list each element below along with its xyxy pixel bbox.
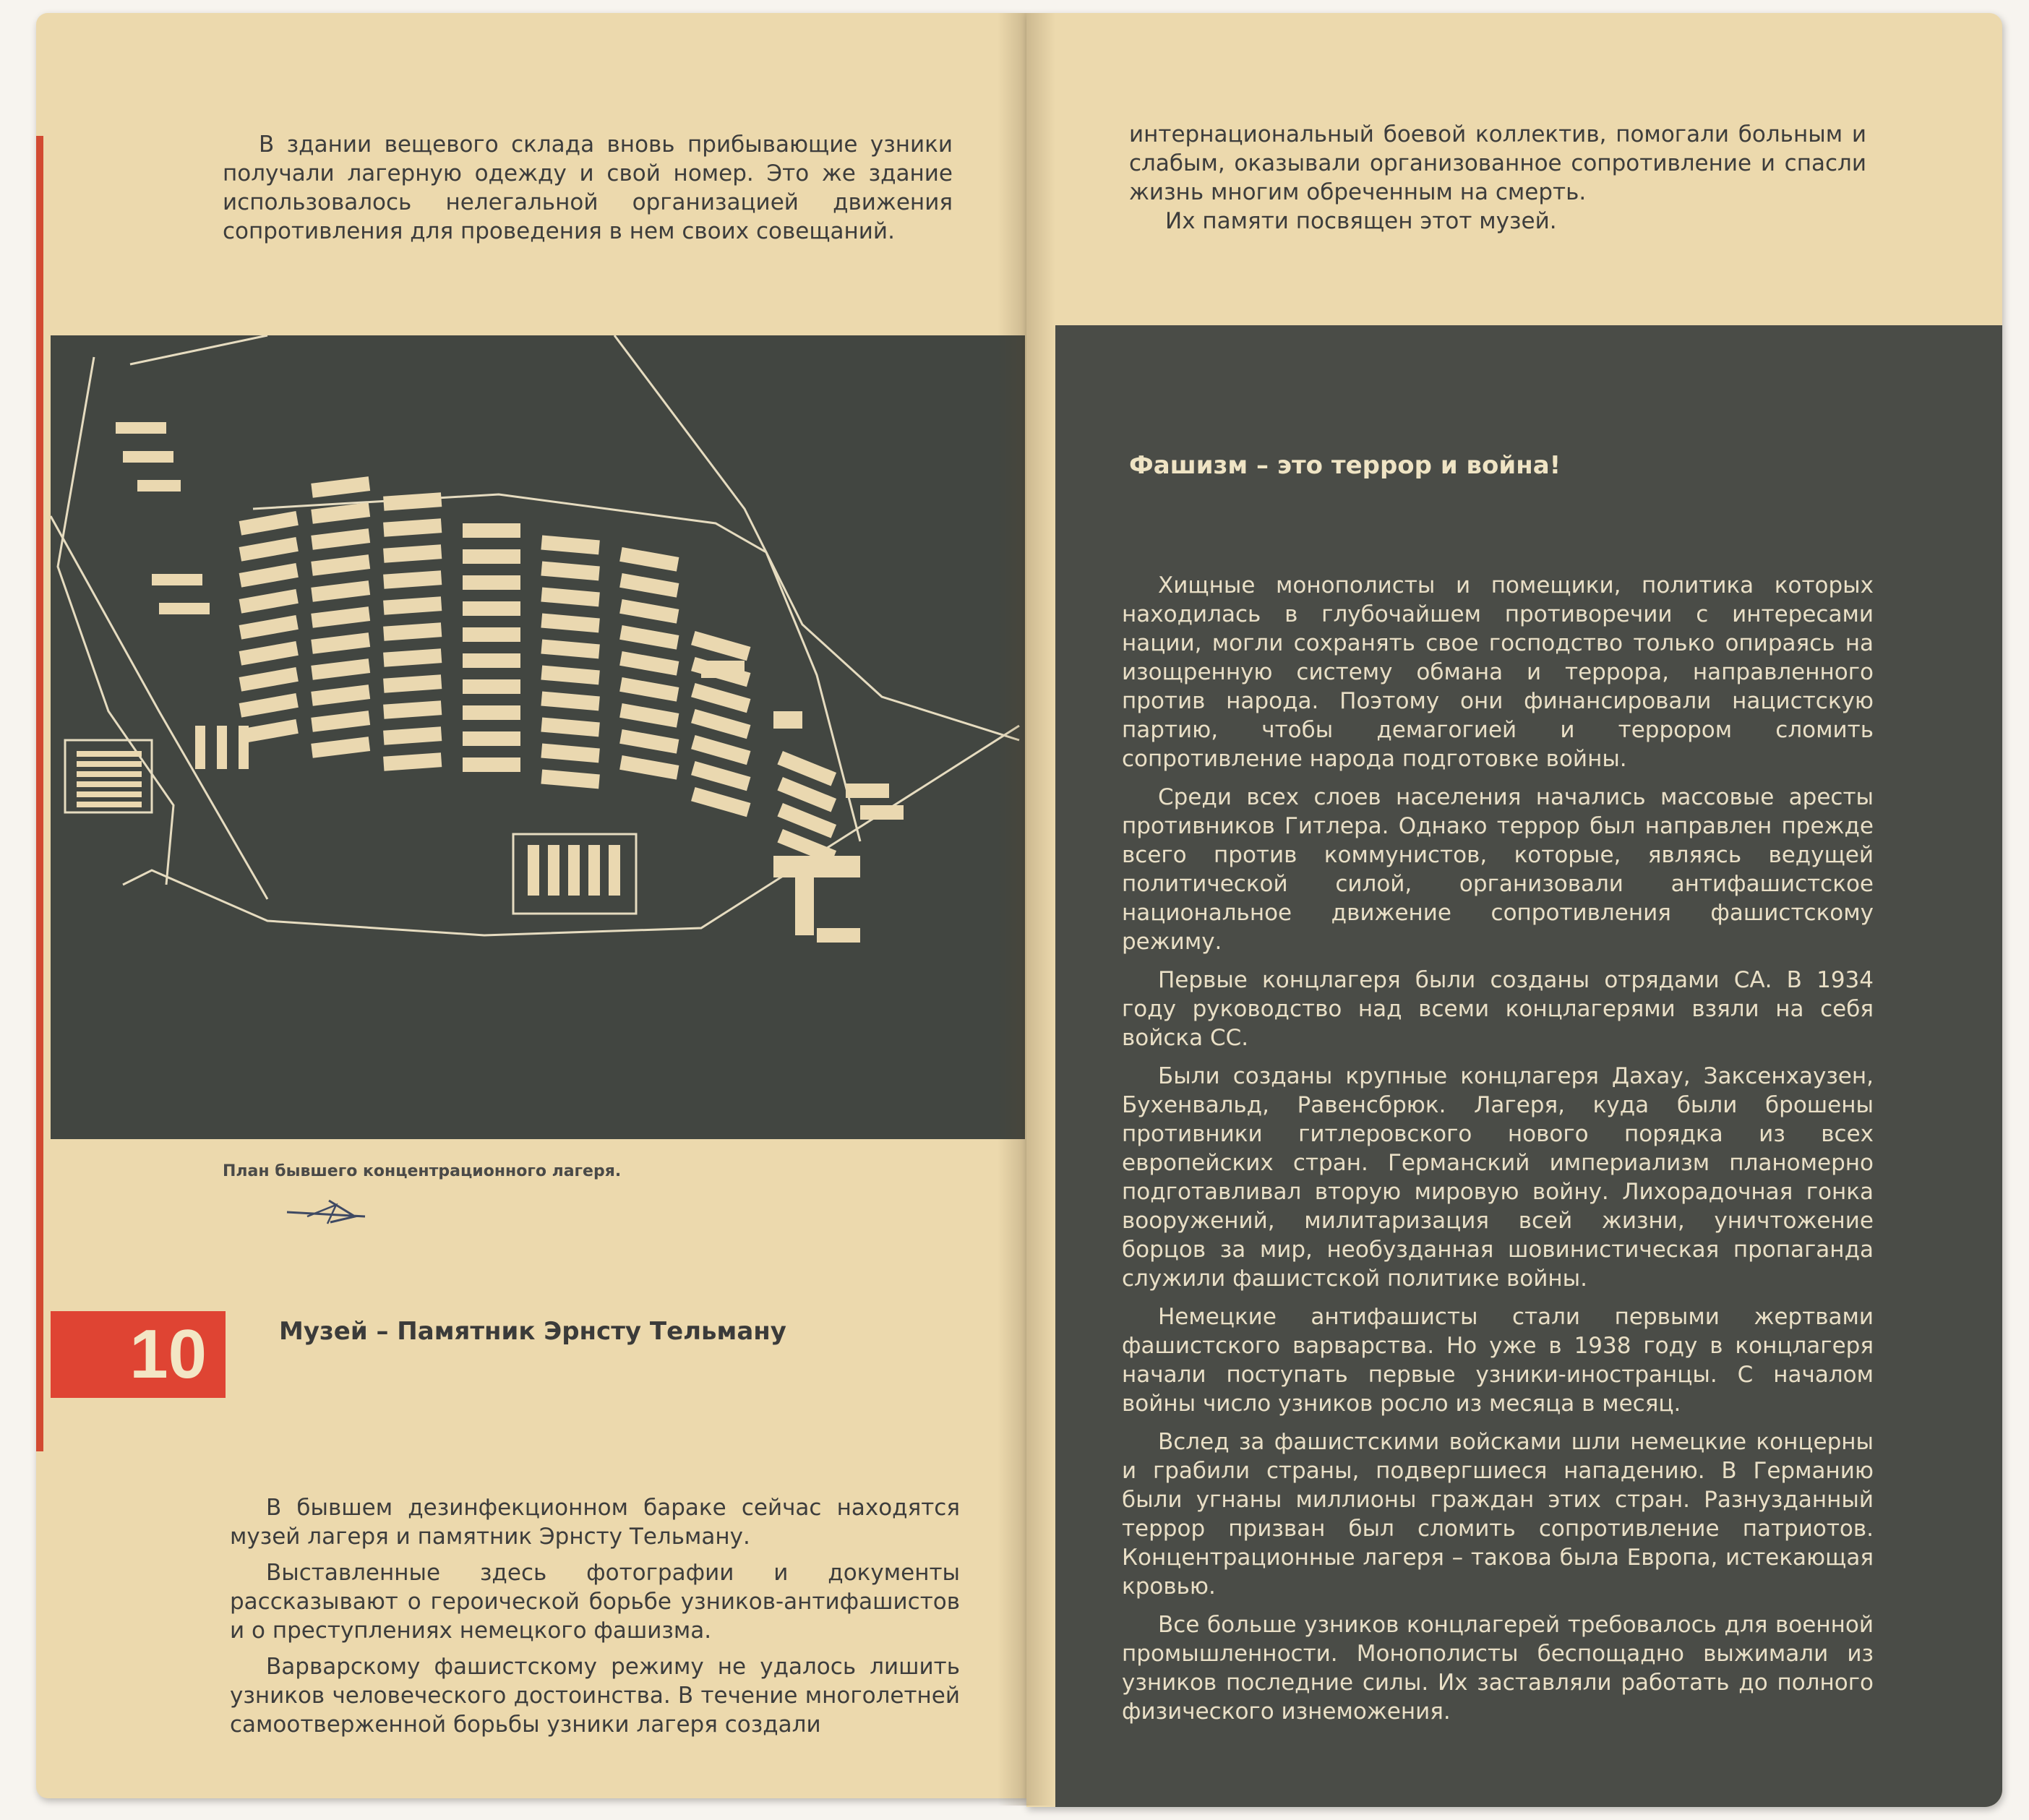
map-barrack [691, 787, 750, 817]
left-body-text [230, 1493, 960, 1739]
map-building [817, 928, 860, 943]
map-building [217, 726, 227, 769]
map-barrack [311, 658, 370, 680]
map-building [159, 603, 210, 614]
map-caption: План бывшего концентрационного лагеря. [223, 1162, 622, 1180]
map-barrack [383, 726, 442, 745]
map-barrack [311, 528, 370, 550]
map-barrack [311, 632, 370, 654]
map-barrack [691, 709, 750, 739]
right-body-paragraph: Вслед за фашистскими войсками шли немецкие концерны и грабили страны, подвергшиеся нападению. В Германию были угнаны миллионы граждан этих стран. Разнузданный террор призван был сломить сопротивление патриотов. Концентрационные лагеря – такова была Европа, истекающая кровью. [1122, 1429, 1874, 1600]
map-barrack [77, 761, 142, 767]
map-barrack [239, 589, 299, 614]
red-edge-strip [36, 136, 43, 1451]
right-body-paragraph: Были созданы крупные концлагеря Дахау, Заксенхаузен, Бухенвальд, Равенсбрюк. Лагеря, куда были брошены противники гитлеровского нового порядка из всех европейских стран. Германский империализм планомерно подготавливал вторую мировую войну. Лихорадочная гонка вооружений, милитаризация всей жизни, уничтожение борцов за мир, необузданная шовинистическая пропаганда служили фашистской политике войны. [1122, 1063, 1874, 1292]
map-barrack [383, 674, 442, 693]
map-barrack [568, 845, 580, 896]
map-barrack [77, 802, 142, 807]
map-barrack [463, 601, 520, 616]
left-body-paragraph: Выставленные здесь фотографии и документы рассказывают о героической борьбе узников-антифашистов и о преступлениях немецкого фашизма. [230, 1560, 960, 1644]
left-page [36, 13, 1026, 1798]
right-top-paragraph: интернациональный боевой коллектив, помогали больным и слабым, оказывали организованное сопротивление и спасли жизнь многим обреченным на смерть. [1129, 121, 1866, 205]
map-barrack [528, 845, 539, 896]
map-barrack [619, 625, 679, 650]
map-barrack [691, 631, 750, 661]
map-barrack [77, 751, 142, 757]
map-barrack [463, 627, 520, 642]
map-building [123, 451, 173, 463]
map-barrack [383, 596, 442, 615]
map-barrack [239, 641, 299, 666]
camp-plan-map [51, 335, 1025, 1139]
map-barrack [311, 684, 370, 706]
map-building [795, 870, 814, 935]
map-barrack [463, 757, 520, 772]
map-barrack [619, 573, 679, 598]
map-barrack [691, 683, 750, 713]
map-barrack [383, 648, 442, 667]
map-barrack [691, 761, 750, 791]
map-barrack [77, 771, 142, 777]
map-barrack [609, 845, 620, 896]
map-barrack [541, 718, 599, 737]
left-body-paragraph: В бывшем дезинфекционном бараке сейчас находятся музей лагеря и памятник Эрнсту Тельману. [230, 1495, 960, 1550]
map-barrack [619, 703, 679, 728]
map-barrack [77, 781, 142, 787]
map-barrack [311, 554, 370, 576]
map-building [116, 422, 166, 434]
map-barrack [588, 845, 600, 896]
map-building [701, 661, 745, 678]
map-barrack [383, 752, 442, 771]
map-barrack [239, 667, 299, 692]
map-barrack [541, 744, 599, 763]
map-barrack [619, 547, 679, 572]
map-barrack [548, 845, 559, 896]
right-body-text [1122, 571, 1874, 1726]
map-barrack [541, 770, 599, 789]
map-barrack [311, 476, 370, 498]
north-arrow-icon [286, 1195, 372, 1231]
right-body-paragraph: Немецкие антифашисты стали первыми жертвами фашистского варварства. Но уже в 1938 году в концлагеря начали поступать первые узники-иностранцы. С началом войны число узников росло из месяца в месяц. [1122, 1304, 1874, 1417]
map-building [773, 856, 860, 877]
map-building [860, 805, 904, 820]
map-barrack [541, 536, 599, 555]
map-barrack [619, 677, 679, 702]
map-barrack [239, 537, 299, 562]
left-intro-text [223, 130, 953, 246]
map-barrack [239, 511, 299, 536]
map-building [846, 784, 889, 798]
section-title: Музей – Памятник Эрнсту Тельману [279, 1317, 786, 1346]
map-building [239, 726, 249, 769]
section-number-badge: 10 [51, 1311, 226, 1398]
map-barrack [239, 615, 299, 640]
map-barrack [619, 729, 679, 754]
map-barrack [463, 523, 520, 538]
map-barrack [541, 588, 599, 607]
map-barrack [311, 711, 370, 732]
map-barrack [383, 544, 442, 563]
map-barrack [463, 575, 520, 590]
map-road [51, 516, 267, 899]
map-barrack [463, 653, 520, 668]
map-building [773, 711, 802, 729]
left-body-paragraph: Варварскому фашистскому режиму не удалось лишить узников человеческого достоинства. В течение многолетней самоотверженной борьбы узники лагеря создали [230, 1654, 960, 1738]
map-barrack [463, 549, 520, 564]
map-barrack [619, 599, 679, 624]
map-barrack [541, 640, 599, 659]
map-fence [130, 335, 267, 364]
map-building [195, 726, 205, 769]
map-barrack [541, 614, 599, 633]
map-barrack [619, 755, 679, 780]
map-barrack [311, 580, 370, 602]
map-barrack [541, 666, 599, 685]
map-barrack [541, 562, 599, 581]
left-intro-paragraph: В здании вещевого склада вновь прибывающие узники получали лагерную одежду и свой номер. Это же здание использовалось нелегальной организацией движения сопротивления для проведения в нем своих совещаний. [223, 132, 953, 244]
right-body-paragraph: Среди всех слоев населения начались массовые аресты противников Гитлера. Однако террор был направлен прежде всего против коммунистов, которые, являясь ведущей политической силой, организовали антифашистское национальное движение сопротивления фашистскому режиму. [1122, 784, 1874, 955]
map-barrack [383, 570, 442, 589]
right-body-paragraph: Хищные монополисты и помещики, политика которых находилась в глубочайшем противоречии с интересами нации, могли сохранять свое господство только опираясь на изощренную систему обмана и террора, направленного против народа. Поэтому они финансировали нацистскую партию, чтобы демагогией и террором сломить сопротивление народа подготовке войны. [1122, 572, 1874, 772]
map-barrack [383, 518, 442, 537]
map-barrack [541, 692, 599, 711]
map-barrack [383, 492, 442, 511]
map-barrack [311, 606, 370, 628]
map-barrack [383, 622, 442, 641]
right-body-paragraph: Все больше узников концлагерей требовалось для военной промышленности. Монополисты беспощадно выжимали из узников последние силы. Их заставляли работать до полного физического изнеможения. [1122, 1612, 1874, 1725]
map-barrack [383, 700, 442, 719]
right-heading: Фашизм – это террор и война! [1129, 451, 1561, 480]
map-barrack [619, 651, 679, 676]
map-barrack [311, 737, 370, 758]
map-barrack [239, 693, 299, 718]
map-barrack [77, 791, 142, 797]
camp-plan-drawing [51, 335, 1025, 1139]
map-barrack [691, 735, 750, 765]
map-building [152, 574, 202, 585]
map-barrack [463, 731, 520, 746]
map-barrack [463, 705, 520, 720]
map-fence [614, 335, 1019, 740]
booklet-spread [36, 13, 2002, 1807]
right-top-paragraph: Их памяти посвящен этот музей. [1165, 208, 1557, 234]
right-body-paragraph: Первые концлагеря были созданы отрядами СА. В 1934 году руководство над всеми концлагерями взяли на себя войска СС. [1122, 967, 1874, 1051]
map-barrack [239, 563, 299, 588]
map-barrack [463, 679, 520, 694]
map-building [137, 480, 181, 492]
right-top-text [1129, 120, 1866, 236]
